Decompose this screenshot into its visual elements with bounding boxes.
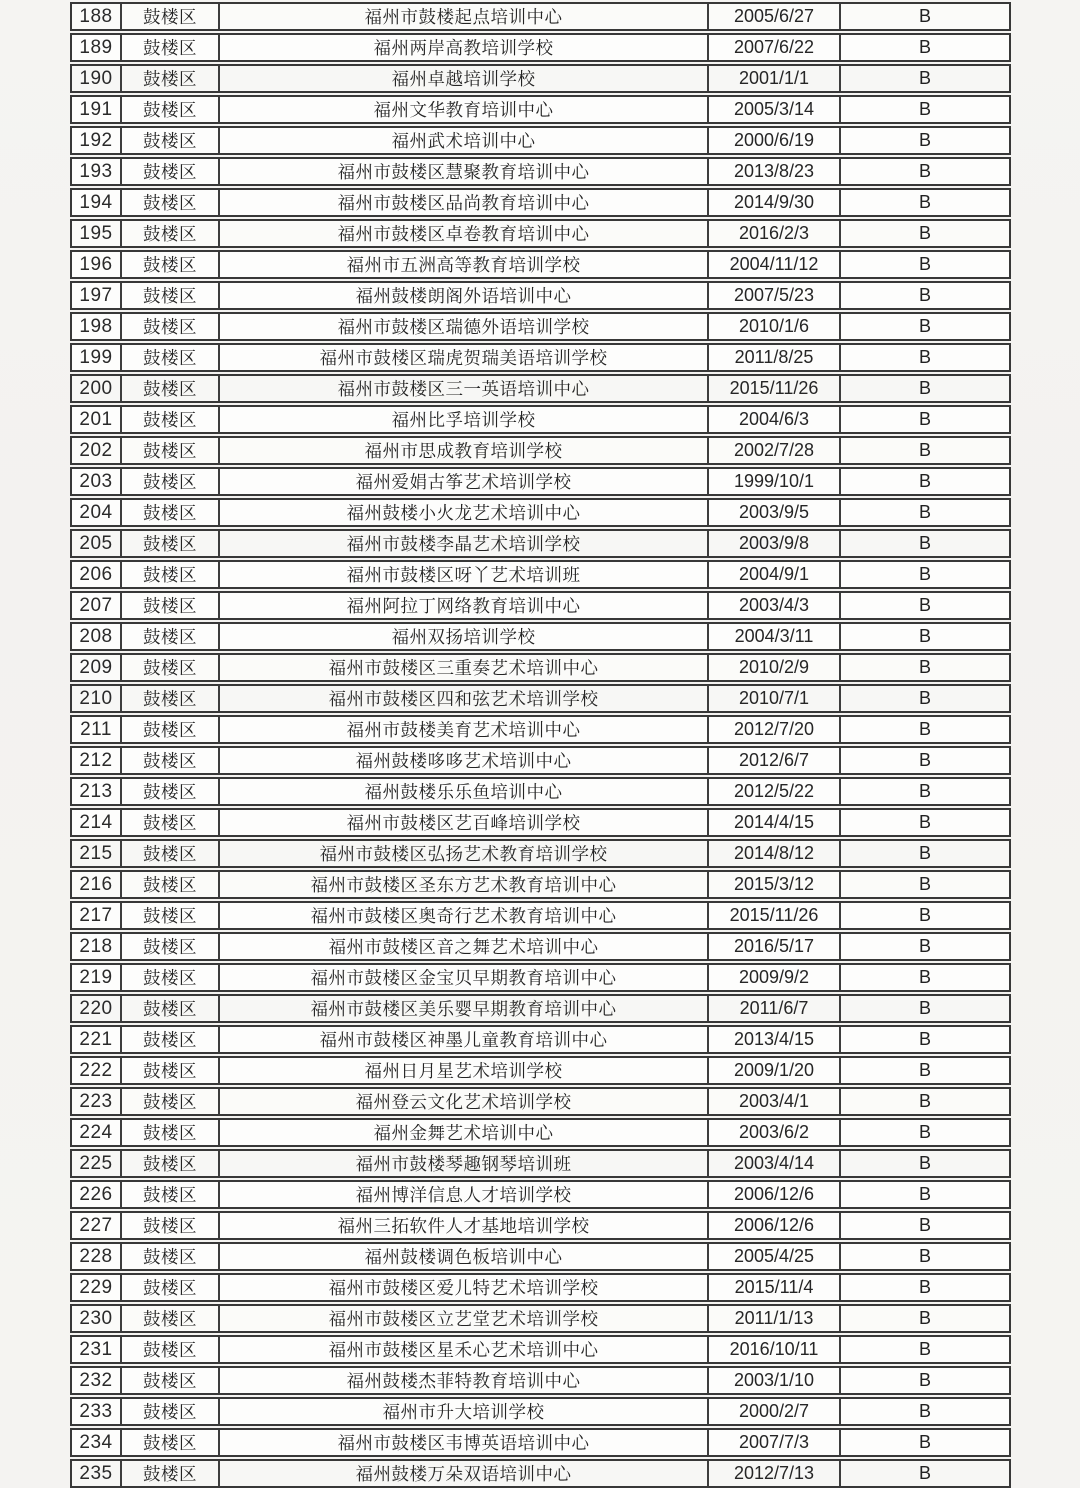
cell-district: 鼓楼区 [120, 314, 218, 339]
cell-institution-name: 福州市鼓楼区瑞德外语培训学校 [218, 314, 707, 339]
cell-date: 2014/9/30 [707, 190, 839, 215]
cell-row-number: 204 [79, 501, 113, 523]
cell-district: 鼓楼区 [120, 438, 218, 463]
cell-date: 2003/4/3 [707, 593, 839, 618]
cell-district: 鼓楼区 [120, 128, 218, 153]
cell-district: 鼓楼区 [120, 872, 218, 897]
cell-institution-name: 福州市鼓楼琴趣钢琴培训班 [218, 1151, 707, 1176]
cell-institution-name: 福州卓越培训学校 [218, 66, 707, 91]
cell-grade: B [839, 190, 1009, 215]
cell-grade: B [839, 314, 1009, 339]
table-row [70, 994, 1011, 1023]
cell-date: 2012/7/13 [707, 1461, 839, 1486]
cell-district: 鼓楼区 [120, 593, 218, 618]
cell-grade: B [839, 1368, 1009, 1393]
cell-row-number: 229 [79, 1276, 113, 1298]
cell-date: 2003/9/8 [707, 531, 839, 556]
cell-date: 2009/9/2 [707, 965, 839, 990]
table-row [70, 591, 1011, 620]
cell-row-number: 219 [79, 966, 113, 988]
cell-row-number: 194 [79, 191, 113, 213]
cell-date: 2015/3/12 [707, 872, 839, 897]
cell-institution-name: 福州日月星艺术培训学校 [218, 1058, 707, 1083]
cell-grade: B [839, 1151, 1009, 1176]
cell-institution-name: 福州爱娟古筝艺术培训学校 [218, 469, 707, 494]
cell-district: 鼓楼区 [120, 1058, 218, 1083]
cell-row-number: 209 [79, 656, 113, 678]
cell-district: 鼓楼区 [120, 996, 218, 1021]
cell-district: 鼓楼区 [120, 1120, 218, 1145]
cell-grade: B [839, 965, 1009, 990]
cell-grade: B [839, 810, 1009, 835]
cell-date: 2015/11/26 [707, 376, 839, 401]
cell-date: 2004/9/1 [707, 562, 839, 587]
table-row [70, 870, 1011, 899]
cell-grade: B [839, 1182, 1009, 1207]
cell-district: 鼓楼区 [120, 903, 218, 928]
table-row [70, 684, 1011, 713]
cell-institution-name: 福州市鼓楼区品尚教育培训中心 [218, 190, 707, 215]
table-row [70, 777, 1011, 806]
cell-institution-name: 福州市鼓楼区四和弦艺术培训学校 [218, 686, 707, 711]
cell-district: 鼓楼区 [120, 159, 218, 184]
table-row [70, 126, 1011, 155]
cell-institution-name: 福州市五洲高等教育培训学校 [218, 252, 707, 277]
table-row [70, 436, 1011, 465]
table-row [70, 1056, 1011, 1085]
cell-grade: B [839, 872, 1009, 897]
cell-row-number: 202 [79, 439, 113, 461]
table-row [70, 1087, 1011, 1116]
cell-district: 鼓楼区 [120, 66, 218, 91]
cell-row-number: 206 [79, 563, 113, 585]
table-row [70, 33, 1011, 62]
cell-grade: B [839, 531, 1009, 556]
cell-district: 鼓楼区 [120, 624, 218, 649]
cell-grade: B [839, 438, 1009, 463]
cell-date: 2014/8/12 [707, 841, 839, 866]
cell-row-number: 225 [79, 1152, 113, 1174]
cell-grade: B [839, 376, 1009, 401]
cell-date: 2013/4/15 [707, 1027, 839, 1052]
cell-institution-name: 福州登云文化艺术培训学校 [218, 1089, 707, 1114]
cell-date: 2002/7/28 [707, 438, 839, 463]
cell-row-number: 231 [79, 1338, 113, 1360]
cell-row-number: 232 [79, 1369, 113, 1391]
cell-date: 2000/2/7 [707, 1399, 839, 1424]
cell-date: 2013/8/23 [707, 159, 839, 184]
cell-date: 2007/6/22 [707, 35, 839, 60]
cell-date: 2007/7/3 [707, 1430, 839, 1455]
cell-row-number: 221 [79, 1028, 113, 1050]
cell-district: 鼓楼区 [120, 1151, 218, 1176]
table-row [70, 1335, 1011, 1364]
cell-institution-name: 福州双扬培训学校 [218, 624, 707, 649]
cell-grade: B [839, 1120, 1009, 1145]
cell-grade: B [839, 128, 1009, 153]
cell-grade: B [839, 4, 1009, 29]
cell-date: 1999/10/1 [707, 469, 839, 494]
table-row [70, 808, 1011, 837]
table-row [70, 1242, 1011, 1271]
cell-grade: B [839, 655, 1009, 680]
cell-district: 鼓楼区 [120, 562, 218, 587]
cell-row-number: 226 [79, 1183, 113, 1205]
cell-row-number: 211 [80, 718, 112, 740]
cell-district: 鼓楼区 [120, 934, 218, 959]
cell-institution-name: 福州鼓楼小火龙艺术培训中心 [218, 500, 707, 525]
table-row [70, 1459, 1011, 1488]
cell-institution-name: 福州博洋信息人才培训学校 [218, 1182, 707, 1207]
cell-grade: B [839, 1027, 1009, 1052]
cell-row-number: 213 [79, 780, 113, 802]
table-row [70, 746, 1011, 775]
cell-grade: B [839, 562, 1009, 587]
cell-grade: B [839, 97, 1009, 122]
cell-institution-name: 福州鼓楼万朵双语培训中心 [218, 1461, 707, 1486]
cell-grade: B [839, 717, 1009, 742]
table-row [70, 498, 1011, 527]
cell-row-number: 191 [79, 98, 113, 120]
cell-date: 2012/6/7 [707, 748, 839, 773]
cell-row-number: 188 [79, 5, 113, 27]
cell-district: 鼓楼区 [120, 35, 218, 60]
training-institutions-table [70, 2, 1011, 1484]
cell-institution-name: 福州金舞艺术培训中心 [218, 1120, 707, 1145]
cell-date: 2000/6/19 [707, 128, 839, 153]
cell-grade: B [839, 1213, 1009, 1238]
cell-institution-name: 福州鼓楼调色板培训中心 [218, 1244, 707, 1269]
table-row [70, 1428, 1011, 1457]
cell-institution-name: 福州市思成教育培训学校 [218, 438, 707, 463]
cell-institution-name: 福州市鼓楼区三一英语培训中心 [218, 376, 707, 401]
cell-date: 2004/3/11 [707, 624, 839, 649]
cell-institution-name: 福州三拓软件人才基地培训学校 [218, 1213, 707, 1238]
cell-institution-name: 福州市鼓楼区弘扬艺术教育培训学校 [218, 841, 707, 866]
table-row [70, 312, 1011, 341]
cell-institution-name: 福州市鼓楼区美乐婴早期教育培训中心 [218, 996, 707, 1021]
cell-date: 2003/9/5 [707, 500, 839, 525]
cell-grade: B [839, 748, 1009, 773]
cell-grade: B [839, 934, 1009, 959]
cell-date: 2003/4/1 [707, 1089, 839, 1114]
cell-grade: B [839, 159, 1009, 184]
cell-district: 鼓楼区 [120, 1306, 218, 1331]
cell-row-number: 189 [79, 36, 113, 58]
cell-institution-name: 福州市鼓楼区立艺堂艺术培训学校 [218, 1306, 707, 1331]
cell-district: 鼓楼区 [120, 252, 218, 277]
cell-row-number: 215 [79, 842, 113, 864]
cell-row-number: 227 [79, 1214, 113, 1236]
table-row [70, 1273, 1011, 1302]
table-row [70, 374, 1011, 403]
cell-date: 2010/7/1 [707, 686, 839, 711]
cell-row-number: 193 [79, 160, 113, 182]
table-row [70, 560, 1011, 589]
table-row [70, 1149, 1011, 1178]
table-row [70, 157, 1011, 186]
cell-grade: B [839, 1430, 1009, 1455]
cell-institution-name: 福州市鼓楼区艺百峰培训学校 [218, 810, 707, 835]
cell-district: 鼓楼区 [120, 655, 218, 680]
cell-date: 2005/4/25 [707, 1244, 839, 1269]
cell-row-number: 214 [79, 811, 113, 833]
cell-row-number: 217 [79, 904, 113, 926]
cell-date: 2006/12/6 [707, 1182, 839, 1207]
cell-district: 鼓楼区 [120, 1430, 218, 1455]
cell-district: 鼓楼区 [120, 965, 218, 990]
cell-district: 鼓楼区 [120, 4, 218, 29]
cell-district: 鼓楼区 [120, 717, 218, 742]
cell-grade: B [839, 469, 1009, 494]
table-row [70, 932, 1011, 961]
cell-district: 鼓楼区 [120, 283, 218, 308]
cell-district: 鼓楼区 [120, 500, 218, 525]
cell-date: 2015/11/26 [707, 903, 839, 928]
cell-institution-name: 福州市鼓楼区爱儿特艺术培训学校 [218, 1275, 707, 1300]
cell-grade: B [839, 1058, 1009, 1083]
cell-row-number: 207 [79, 594, 113, 616]
cell-institution-name: 福州市鼓楼区卓卷教育培训中心 [218, 221, 707, 246]
cell-grade: B [839, 841, 1009, 866]
table-row [70, 219, 1011, 248]
table-row [70, 622, 1011, 651]
cell-institution-name: 福州市鼓楼区瑞虎贺瑞美语培训学校 [218, 345, 707, 370]
cell-date: 2012/5/22 [707, 779, 839, 804]
cell-row-number: 200 [79, 377, 113, 399]
table-row [70, 1118, 1011, 1147]
cell-institution-name: 福州市鼓楼美育艺术培训中心 [218, 717, 707, 742]
cell-row-number: 208 [79, 625, 113, 647]
cell-date: 2009/1/20 [707, 1058, 839, 1083]
cell-grade: B [839, 1399, 1009, 1424]
cell-institution-name: 福州市鼓楼区呀丫艺术培训班 [218, 562, 707, 587]
cell-district: 鼓楼区 [120, 345, 218, 370]
cell-grade: B [839, 903, 1009, 928]
cell-institution-name: 福州鼓楼杰菲特教育培训中心 [218, 1368, 707, 1393]
cell-district: 鼓楼区 [120, 1213, 218, 1238]
cell-date: 2012/7/20 [707, 717, 839, 742]
table-row [70, 281, 1011, 310]
cell-grade: B [839, 593, 1009, 618]
cell-grade: B [839, 345, 1009, 370]
table-row [70, 343, 1011, 372]
cell-date: 2004/6/3 [707, 407, 839, 432]
cell-row-number: 198 [79, 315, 113, 337]
cell-row-number: 197 [79, 284, 113, 306]
cell-date: 2010/1/6 [707, 314, 839, 339]
cell-district: 鼓楼区 [120, 1368, 218, 1393]
cell-row-number: 235 [79, 1462, 113, 1484]
cell-date: 2014/4/15 [707, 810, 839, 835]
cell-grade: B [839, 779, 1009, 804]
cell-grade: B [839, 35, 1009, 60]
cell-date: 2003/4/14 [707, 1151, 839, 1176]
cell-district: 鼓楼区 [120, 97, 218, 122]
cell-district: 鼓楼区 [120, 810, 218, 835]
table-row [70, 901, 1011, 930]
cell-institution-name: 福州市鼓楼区圣东方艺术教育培训中心 [218, 872, 707, 897]
cell-date: 2001/1/1 [707, 66, 839, 91]
cell-date: 2007/5/23 [707, 283, 839, 308]
cell-grade: B [839, 624, 1009, 649]
cell-grade: B [839, 1275, 1009, 1300]
cell-grade: B [839, 1461, 1009, 1486]
cell-row-number: 234 [79, 1431, 113, 1453]
table-row [70, 467, 1011, 496]
cell-row-number: 199 [79, 346, 113, 368]
cell-institution-name: 福州市鼓楼区音之舞艺术培训中心 [218, 934, 707, 959]
cell-institution-name: 福州市鼓楼区星禾心艺术培训中心 [218, 1337, 707, 1362]
table-row [70, 715, 1011, 744]
cell-grade: B [839, 996, 1009, 1021]
cell-district: 鼓楼区 [120, 190, 218, 215]
cell-institution-name: 福州市鼓楼区神墨儿童教育培训中心 [218, 1027, 707, 1052]
cell-grade: B [839, 686, 1009, 711]
table-row [70, 95, 1011, 124]
table-row [70, 1025, 1011, 1054]
table-row [70, 529, 1011, 558]
cell-date: 2016/5/17 [707, 934, 839, 959]
cell-district: 鼓楼区 [120, 686, 218, 711]
cell-institution-name: 福州鼓楼乐乐鱼培训中心 [218, 779, 707, 804]
cell-grade: B [839, 283, 1009, 308]
table-row [70, 653, 1011, 682]
cell-row-number: 203 [79, 470, 113, 492]
cell-row-number: 224 [79, 1121, 113, 1143]
cell-institution-name: 福州市鼓楼区韦博英语培训中心 [218, 1430, 707, 1455]
cell-row-number: 212 [79, 749, 113, 771]
cell-institution-name: 福州市鼓楼区三重奏艺术培训中心 [218, 655, 707, 680]
cell-date: 2006/12/6 [707, 1213, 839, 1238]
cell-date: 2005/3/14 [707, 97, 839, 122]
cell-institution-name: 福州阿拉丁网络教育培训中心 [218, 593, 707, 618]
cell-institution-name: 福州市鼓楼李晶艺术培训学校 [218, 531, 707, 556]
cell-grade: B [839, 407, 1009, 432]
table-row [70, 405, 1011, 434]
cell-institution-name: 福州市鼓楼区金宝贝早期教育培训中心 [218, 965, 707, 990]
cell-grade: B [839, 1306, 1009, 1331]
cell-district: 鼓楼区 [120, 1337, 218, 1362]
cell-district: 鼓楼区 [120, 469, 218, 494]
cell-row-number: 195 [79, 222, 113, 244]
cell-institution-name: 福州两岸高教培训学校 [218, 35, 707, 60]
cell-row-number: 196 [79, 253, 113, 275]
cell-row-number: 205 [79, 532, 113, 554]
cell-district: 鼓楼区 [120, 1275, 218, 1300]
cell-date: 2016/10/11 [707, 1337, 839, 1362]
cell-row-number: 230 [79, 1307, 113, 1329]
cell-institution-name: 福州武术培训中心 [218, 128, 707, 153]
cell-district: 鼓楼区 [120, 1244, 218, 1269]
table-row [70, 963, 1011, 992]
cell-row-number: 223 [79, 1090, 113, 1112]
cell-grade: B [839, 221, 1009, 246]
cell-district: 鼓楼区 [120, 1027, 218, 1052]
cell-institution-name: 福州市鼓楼区慧聚教育培训中心 [218, 159, 707, 184]
table-row [70, 1180, 1011, 1209]
cell-district: 鼓楼区 [120, 1182, 218, 1207]
cell-row-number: 216 [79, 873, 113, 895]
cell-district: 鼓楼区 [120, 841, 218, 866]
cell-date: 2004/11/12 [707, 252, 839, 277]
cell-grade: B [839, 66, 1009, 91]
table-row [70, 64, 1011, 93]
cell-row-number: 220 [79, 997, 113, 1019]
cell-district: 鼓楼区 [120, 779, 218, 804]
table-row [70, 1397, 1011, 1426]
cell-row-number: 228 [79, 1245, 113, 1267]
table-row [70, 188, 1011, 217]
table-row [70, 2, 1011, 31]
cell-grade: B [839, 1244, 1009, 1269]
cell-date: 2011/8/25 [707, 345, 839, 370]
cell-row-number: 192 [79, 129, 113, 151]
cell-grade: B [839, 1089, 1009, 1114]
cell-institution-name: 福州文华教育培训中心 [218, 97, 707, 122]
cell-date: 2011/1/13 [707, 1306, 839, 1331]
cell-district: 鼓楼区 [120, 376, 218, 401]
cell-row-number: 218 [79, 935, 113, 957]
cell-district: 鼓楼区 [120, 1461, 218, 1486]
cell-row-number: 222 [79, 1059, 113, 1081]
cell-district: 鼓楼区 [120, 407, 218, 432]
cell-date: 2015/11/4 [707, 1275, 839, 1300]
cell-institution-name: 福州比孚培训学校 [218, 407, 707, 432]
table-row [70, 1366, 1011, 1395]
cell-row-number: 190 [79, 67, 113, 89]
cell-row-number: 233 [79, 1400, 113, 1422]
cell-district: 鼓楼区 [120, 1089, 218, 1114]
cell-grade: B [839, 1337, 1009, 1362]
cell-grade: B [839, 252, 1009, 277]
cell-date: 2010/2/9 [707, 655, 839, 680]
cell-date: 2005/6/27 [707, 4, 839, 29]
cell-date: 2016/2/3 [707, 221, 839, 246]
cell-institution-name: 福州市鼓楼起点培训中心 [218, 4, 707, 29]
cell-district: 鼓楼区 [120, 221, 218, 246]
cell-institution-name: 福州鼓楼哆哆艺术培训中心 [218, 748, 707, 773]
table-row [70, 839, 1011, 868]
table-row [70, 250, 1011, 279]
cell-date: 2003/1/10 [707, 1368, 839, 1393]
cell-district: 鼓楼区 [120, 531, 218, 556]
cell-district: 鼓楼区 [120, 1399, 218, 1424]
cell-institution-name: 福州市鼓楼区奥奇行艺术教育培训中心 [218, 903, 707, 928]
cell-institution-name: 福州市升大培训学校 [218, 1399, 707, 1424]
table-row [70, 1304, 1011, 1333]
cell-row-number: 210 [79, 687, 113, 709]
cell-row-number: 201 [79, 408, 113, 430]
cell-district: 鼓楼区 [120, 748, 218, 773]
table-row [70, 1211, 1011, 1240]
cell-institution-name: 福州鼓楼朗阁外语培训中心 [218, 283, 707, 308]
cell-date: 2003/6/2 [707, 1120, 839, 1145]
cell-date: 2011/6/7 [707, 996, 839, 1021]
cell-grade: B [839, 500, 1009, 525]
